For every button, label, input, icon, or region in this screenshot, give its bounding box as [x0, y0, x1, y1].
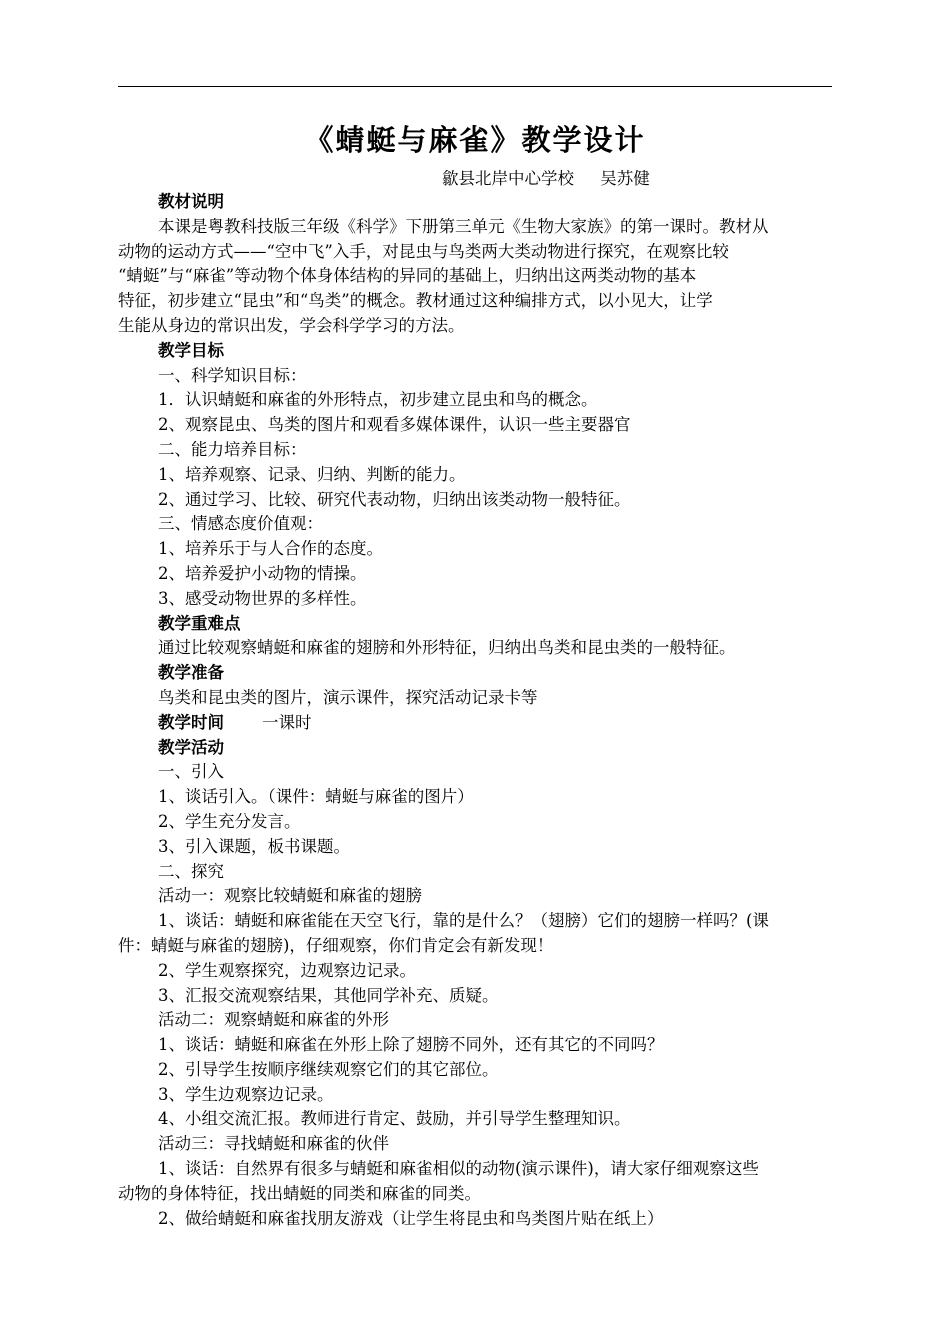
list-item: 1．认识蜻蜓和麻雀的外形特点，初步建立昆虫和鸟的概念。 — [158, 390, 598, 410]
paragraph-line: 生能从身边的常识出发，学会科学学习的方法。 — [118, 315, 465, 335]
list-item: 活动一：观察比较蜻蜓和麻雀的翅膀 — [158, 886, 422, 906]
paragraph-line: 动物的运动方式——“空中飞”入手，对昆虫与鸟类两大类动物进行探究，在观察比较 — [118, 241, 729, 261]
list-item: 三、情感态度价值观： — [158, 514, 323, 534]
list-item: 活动三：寻找蜻蜓和麻雀的伙伴 — [158, 1134, 389, 1154]
list-item: 1、谈话：自然界有很多与蜻蜓和麻雀相似的动物(演示课件)，请大家仔细观察这些 — [158, 1159, 759, 1179]
paragraph-line: 通过比较观察蜻蜓和麻雀的翅膀和外形特征，归纳出鸟类和昆虫类的一般特征。 — [158, 638, 736, 658]
section-heading-time: 教学时间 — [158, 712, 224, 732]
document-body — [118, 190, 836, 1231]
list-item: 一、引入 — [158, 762, 224, 782]
paragraph-line: “蜻蜓”与“麻雀”等动物个体身体结构的异同的基础上，归纳出这两类动物的基本 — [118, 266, 697, 286]
list-item: 二、能力培养目标： — [158, 439, 307, 459]
list-item: 2、做给蜻蜓和麻雀找朋友游戏（让学生将昆虫和鸟类图片贴在纸上） — [158, 1208, 664, 1228]
list-item: 4、小组交流汇报。教师进行肯定、鼓励，并引导学生整理知识。 — [158, 1109, 631, 1129]
time-line — [118, 711, 836, 736]
document-title: 《蜻蜓与麻雀》教学设计 — [304, 123, 646, 157]
list-item: 1、谈话引入。（课件：蜻蜓与麻雀的图片） — [158, 787, 474, 807]
list-item: 3、学生边观察边记录。 — [158, 1084, 334, 1104]
time-value: 一课时 — [262, 712, 312, 732]
paragraph-line: 本课是粤教科技版三年级《科学》下册第三单元《生物大家族》的第一课时。教材从 — [158, 216, 769, 236]
list-item: 1、培养乐于与人合作的态度。 — [158, 539, 383, 559]
list-item: 2、通过学习、比较、研究代表动物，归纳出该类动物一般特征。 — [158, 489, 631, 509]
list-item: 活动二：观察蜻蜓和麻雀的外形 — [158, 1010, 389, 1030]
list-item: 1、培养观察、记录、归纳、判断的能力。 — [158, 464, 466, 484]
list-item: 2、引导学生按顺序继续观察它们的其它部位。 — [158, 1059, 499, 1079]
paragraph-line: 特征，初步建立“昆虫”和“鸟类”的概念。教材通过这种编排方式，以小见大，让学 — [118, 291, 713, 311]
paragraph-line: 鸟类和昆虫类的图片，演示课件，探究活动记录卡等 — [158, 687, 538, 707]
list-item: 件：蜻蜓与麻雀的翅膀)，仔细观察，你们肯定会有新发现！ — [118, 935, 554, 955]
section-heading-key: 教学重难点 — [158, 613, 241, 633]
list-item: 2、学生观察探究，边观察边记录。 — [158, 960, 416, 980]
list-item: 2、学生充分发言。 — [158, 811, 301, 831]
list-item: 2、培养爱护小动物的情操。 — [158, 563, 367, 583]
list-item: 动物的身体特征，找出蜻蜓的同类和麻雀的同类。 — [118, 1183, 481, 1203]
list-item: 3、汇报交流观察结果，其他同学补充、质疑。 — [158, 985, 499, 1005]
section-heading-material: 教材说明 — [158, 192, 224, 211]
section-heading-activity: 教学活动 — [158, 737, 224, 757]
list-item: 1、谈话：蜻蜓和麻雀能在天空飞行，靠的是什么？（翅膀）它们的翅膀一样吗？(课 — [158, 911, 769, 931]
list-item: 3、引入课题，板书课题。 — [158, 836, 350, 856]
list-item: 1、谈话：蜻蜓和麻雀在外形上除了翅膀不同外，还有其它的不同吗？ — [158, 1035, 664, 1055]
list-item: 2、观察昆虫、鸟类的图片和观看多媒体课件，认识一些主要器官 — [158, 415, 631, 435]
section-heading-goals: 教学目标 — [158, 340, 224, 360]
section-heading-prep: 教学准备 — [158, 663, 224, 683]
author-line: 歙县北岸中心学校 吴苏健 — [442, 169, 650, 188]
list-item: 二、探究 — [158, 861, 224, 881]
header-rule — [118, 86, 832, 87]
list-item: 一、科学知识目标： — [158, 365, 307, 385]
list-item: 3、感受动物世界的多样性。 — [158, 588, 367, 608]
